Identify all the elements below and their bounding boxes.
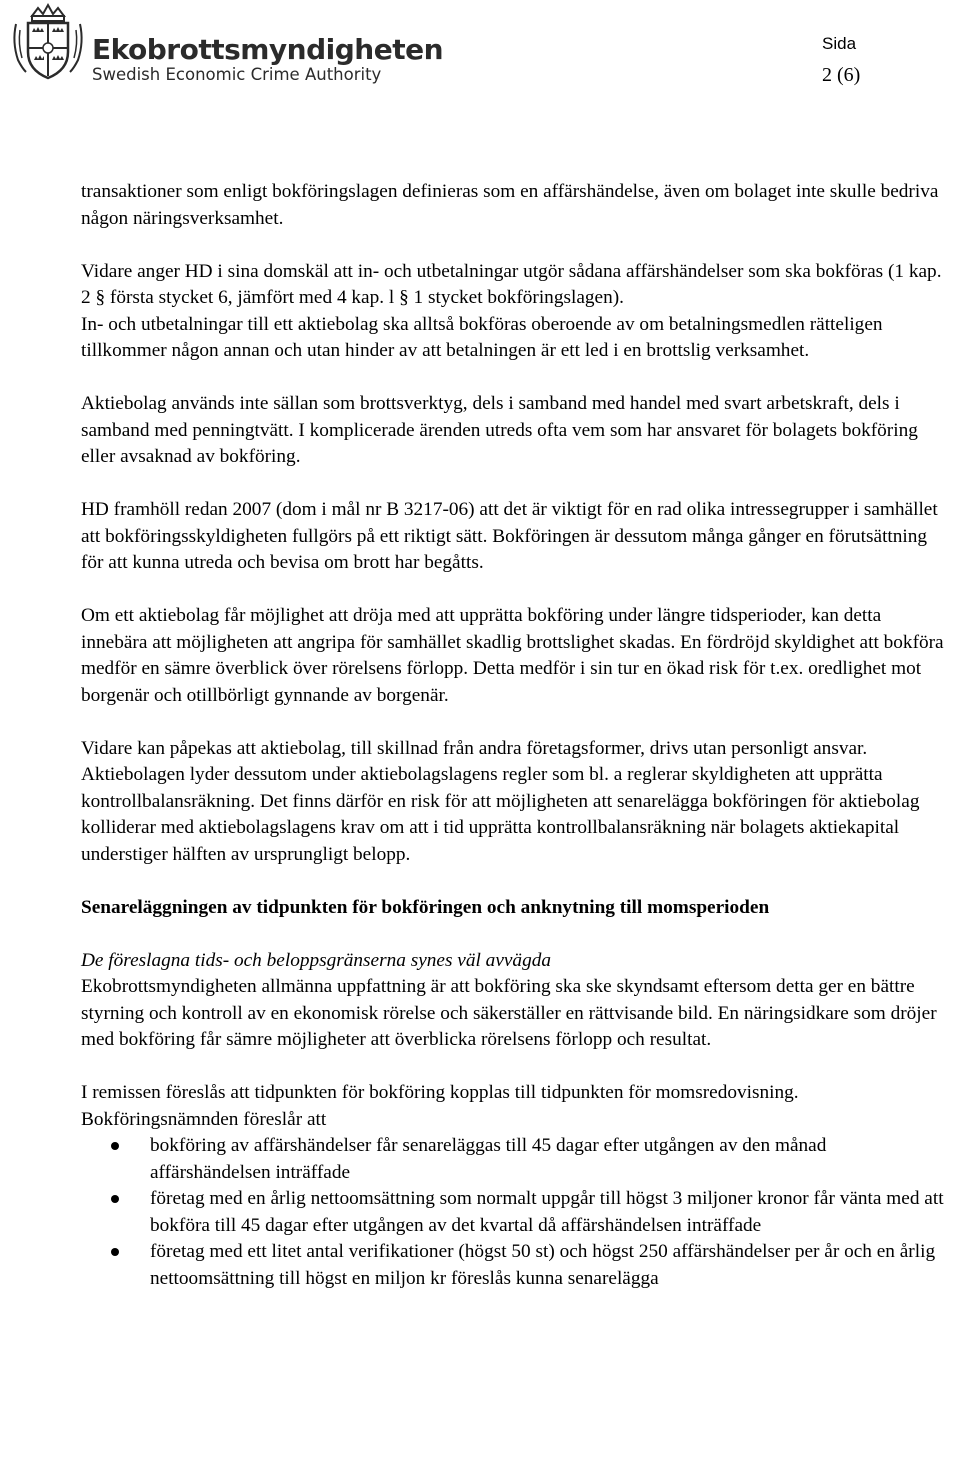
body-paragraph: Ekobrottsmyndigheten allmänna uppfattning är att bokföring ska ske skyndsamt eftersom detta ger en bättre styrning och kontroll av en ekonomisk rörelse och säkerställer en rättvisande bild. En näringsidkare som dröjer med bokföring får sämre möjligheter att överblicka rörelsens förlopp och resultat. [81, 976, 937, 1050]
list-item: företag med en årlig nettoomsättning som normalt uppgår till högst 3 miljoner kronor får vänta med att bokföra till 45 dagar efter utgången av det kvartal då affärshändelsen inträffade [81, 1186, 951, 1239]
body-paragraph: HD framhöll redan 2007 (dom i mål nr B 3217-06) att det är viktigt för en rad olika intressegrupper i samhället att bokföringsskyldigheten fullgörs på ett riktigt sätt. Bokföringen är dessutom många gånger en förutsättning för att kunna utreda och bevisa om brott har begåtts. [81, 499, 938, 573]
body-paragraph: Vidare kan påpekas att aktiebolag, till skillnad från andra företagsformer, drivs utan personligt ansvar. Aktiebolagen lyder dessutom under aktiebolagslagens regler som bl. a reglerar skyldigheten att upprätta kontrollbalansräkning. Det finns därför en risk för att möjligheten att senarelägga bokföringen för aktiebolag kolliderar med aktiebolagslagens krav om att i tid upprätta kontrollbalansräkning när bolagets aktiekapital understiger hälften av ursprungligt belopp. [81, 737, 920, 865]
section-heading: Senareläggningen av tidpunkten för bokföringen och anknytning till momsperioden [81, 896, 770, 918]
page-number: 2 (6) [822, 64, 861, 86]
swedish-coat-of-arms-icon [10, 2, 86, 82]
list-item: bokföring av affärshändelser får senareläggas till 45 dagar efter utgången av den månad affärshändelsen inträffade [81, 1133, 951, 1186]
agency-name: Ekobrottsmyndigheten [92, 33, 444, 66]
proposal-list [81, 1133, 951, 1292]
agency-name-english: Swedish Economic Crime Authority [92, 65, 382, 84]
document-body [81, 179, 951, 1292]
body-paragraph: Vidare anger HD i sina domskäl att in- och utbetalningar utgör sådana affärshändelser som ska bokföras (1 kap. 2 § första stycket 6, jämfört med 4 kap. l § 1 stycket bokföringslagen). [81, 260, 942, 308]
page-label: Sida [822, 34, 857, 53]
body-paragraph: In- och utbetalningar till ett aktiebolag ska alltså bokföras oberoende av om betalningsmedlen rätteligen tillkommer någon annan och utan hinder av att betalningen är ett led i en brottslig verksamhet. [81, 313, 883, 361]
list-intro: I remissen föreslås att tidpunkten för bokföring kopplas till tidpunkten för momsredovisning. Bokföringsnämnden föreslår att [81, 1082, 799, 1130]
subsection-title: De föreslagna tids- och beloppsgränserna synes väl avvägda [81, 949, 551, 971]
body-paragraph: Aktiebolag används inte sällan som brottsverktyg, dels i samband med handel med svart arbetskraft, dels i samband med penningtvätt. I komplicerade ärenden utreds ofta vem som har ansvaret för bolagets bokföring eller avsaknad av bokföring. [81, 393, 918, 467]
list-item: företag med ett litet antal verifikationer (högst 50 st) och högst 250 affärshändelser per år och en årlig nettoomsättning till högst en miljon kr föreslås kunna senarelägga [81, 1239, 951, 1292]
body-paragraph: Om ett aktiebolag får möjlighet att dröja med att upprätta bokföring under längre tidsperioder, kan detta innebära att möjligheten att angripa för samhället skadlig brottslighet skadas. En fördröjd skyldighet att bokföra medför en sämre överblick över rörelsens förlopp. Detta medför i sin tur en ökad risk för t.ex. oredlighet mot borgenär och otillbörligt gynnande av borgenär. [81, 605, 944, 706]
body-paragraph: transaktioner som enligt bokföringslagen definieras som en affärshändelse, även om bolaget inte skulle bedriva någon näringsverksamhet. [81, 181, 939, 229]
agency-logo [10, 2, 444, 86]
